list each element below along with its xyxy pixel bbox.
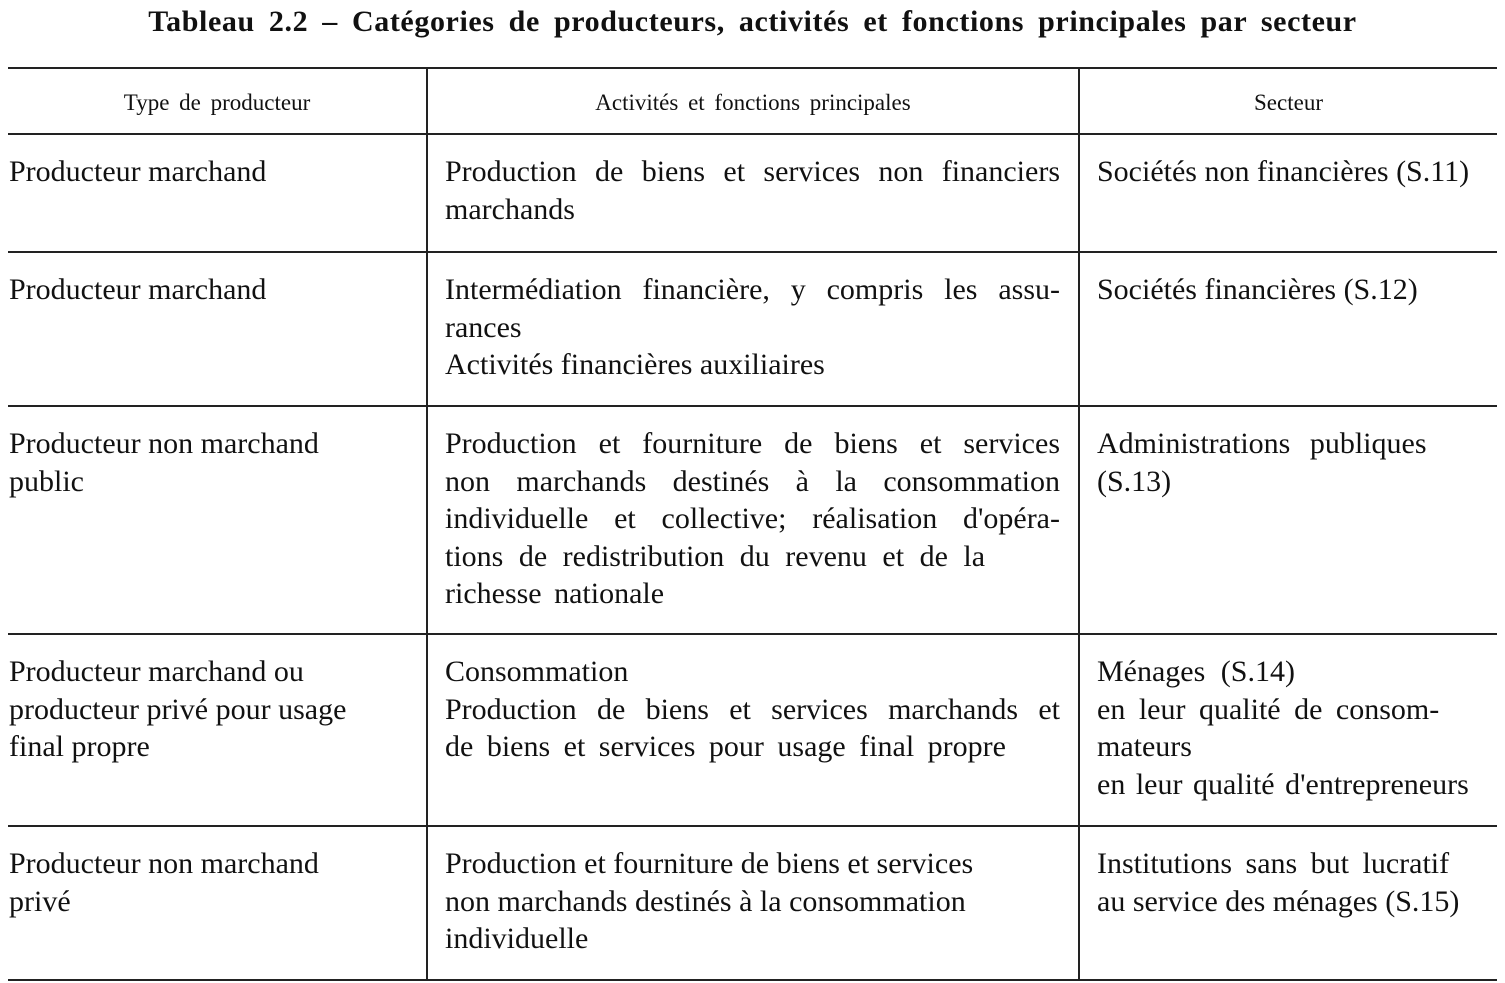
cell-activites: [427, 406, 1079, 634]
header-activites: Activités et fonctions principales: [427, 68, 1079, 134]
cell-line: Producteur non marchand: [9, 427, 319, 460]
cell-line: marchands: [445, 192, 575, 226]
cell-line: en leur qualité de consom-: [1097, 692, 1440, 726]
cell-line: Activités financières auxiliaires: [445, 348, 825, 381]
cell-secteur: [1079, 406, 1497, 634]
cell-secteur: [1079, 826, 1497, 980]
cell-line: Production et fourniture de biens et services: [445, 427, 1060, 460]
cell-line: Administrations publiques: [1097, 427, 1427, 460]
cell-line: (S.13): [1097, 464, 1172, 498]
cell-secteur: [1079, 634, 1497, 826]
cell-line: richesse nationale: [445, 577, 665, 610]
cell-type: [8, 826, 427, 980]
cell-activites: [427, 134, 1079, 252]
table-row: [8, 406, 1497, 634]
header-secteur: Secteur: [1079, 68, 1497, 134]
cell-line: Sociétés financières (S.12): [1097, 273, 1418, 306]
cell-line: non marchands destinés à la consommation: [445, 884, 966, 918]
cell-line: Consommation: [445, 655, 629, 688]
cell-line: au service des ménages (S.15): [1097, 884, 1460, 918]
table-row: [8, 826, 1497, 980]
cell-line: privé: [9, 884, 71, 918]
cell-line: producteur privé pour usage: [9, 692, 347, 726]
cell-line: de biens et services pour usage final propre: [445, 730, 1006, 763]
cell-line: Producteur marchand: [9, 155, 267, 188]
table-title: Tableau 2.2 – Catégories de producteurs, activités et fonctions principales par secteur: [148, 5, 1357, 38]
cell-activites: [427, 826, 1079, 980]
table-row: [8, 634, 1497, 826]
cell-type: [8, 134, 427, 252]
header-type: Type de producteur: [8, 68, 427, 134]
cell-line: tions de redistribution du revenu et de la: [445, 539, 986, 573]
cell-line: individuelle: [445, 922, 589, 955]
cell-activites: [427, 252, 1079, 406]
cell-line: Producteur marchand ou: [9, 655, 304, 688]
cell-line: individuelle et collective; réalisation d'opéra-: [445, 502, 1060, 535]
cell-line: Intermédiation financière, y compris les assu-: [445, 273, 1060, 306]
cell-secteur: [1079, 134, 1497, 252]
cell-line: non marchands destinés à la consommation: [445, 464, 1060, 498]
header-row: [8, 68, 1497, 134]
cell-line: Institutions sans but lucratif: [1097, 847, 1450, 880]
cell-line: public: [9, 464, 84, 498]
cell-line: Production et fourniture de biens et services: [445, 847, 974, 880]
cell-secteur: [1079, 252, 1497, 406]
table-row: [8, 252, 1497, 406]
cell-line: en leur qualité d'entrepreneurs: [1097, 767, 1469, 801]
producer-categories-table: [8, 67, 1497, 981]
cell-line: rances: [445, 310, 522, 344]
cell-activites: [427, 634, 1079, 826]
cell-line: Ménages (S.14): [1097, 655, 1295, 688]
cell-line: Producteur marchand: [9, 273, 267, 306]
table-row: [8, 134, 1497, 252]
cell-type: [8, 406, 427, 634]
cell-line: Producteur non marchand: [9, 847, 319, 880]
cell-line: final propre: [9, 730, 150, 763]
cell-line: mateurs: [1097, 730, 1192, 763]
cell-line: Sociétés non financières (S.11): [1097, 155, 1470, 188]
cell-line: Production de biens et services marchands et: [445, 692, 1060, 726]
cell-line: Production de biens et services non financiers: [445, 155, 1060, 188]
cell-type: [8, 252, 427, 406]
cell-type: [8, 634, 427, 826]
